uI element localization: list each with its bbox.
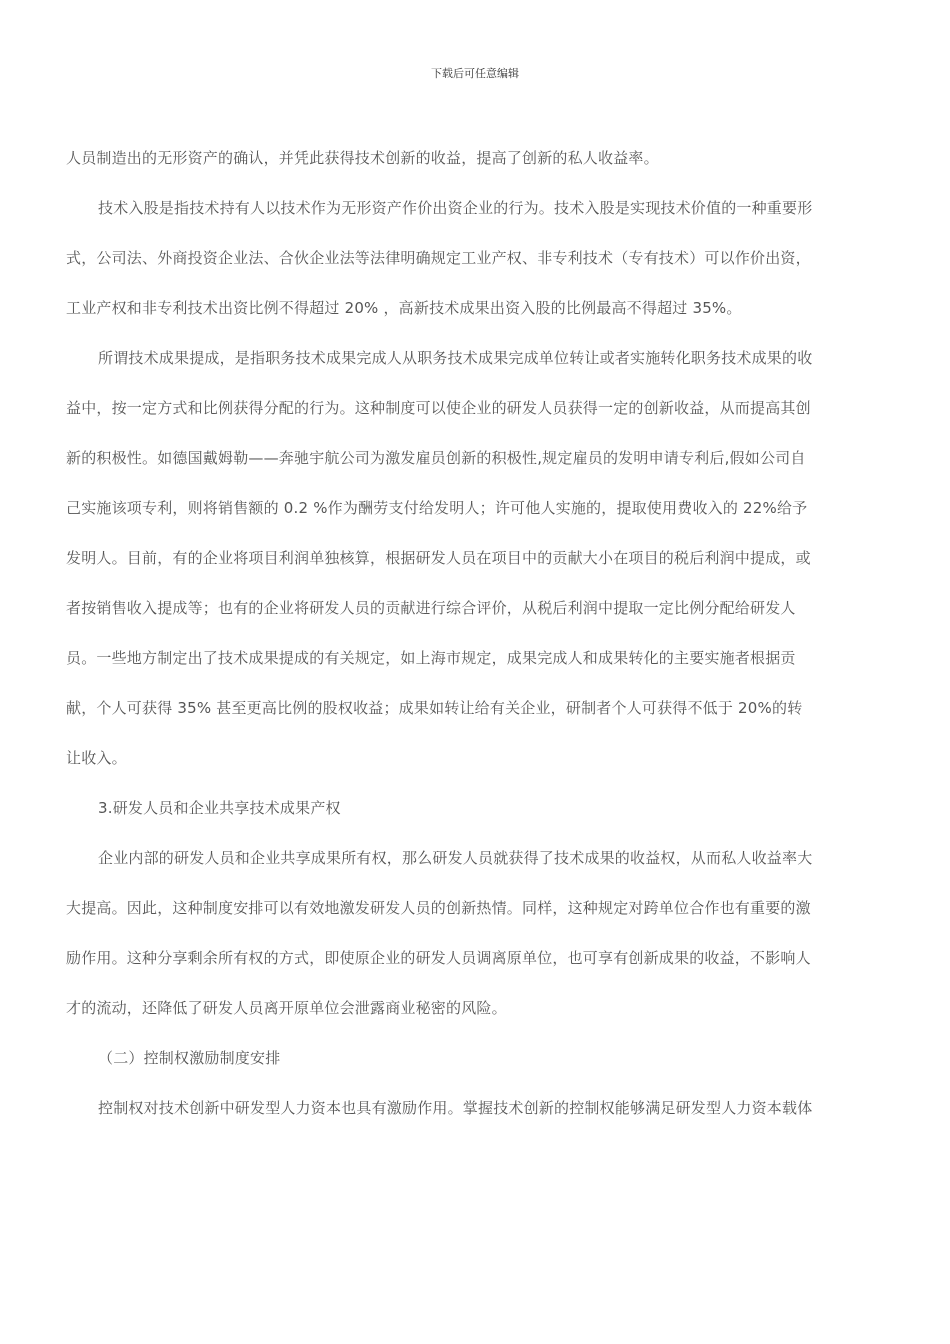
text-line: 企业内部的研发人员和企业共享成果所有权，那么研发人员就获得了技术成果的收益权，从而私人收益率大 [98,849,813,867]
text-line: 新的积极性。如德国戴姆勒——奔驰宇航公司为激发雇员创新的积极性,规定雇员的发明申请专利后,假如公司自 [66,449,806,467]
heading-line: 3.研发人员和企业共享技术成果产权 [98,799,341,817]
text-line: 员。一些地方制定出了技术成果提成的有关规定，如上海市规定，成果完成人和成果转化的主要实施者根据贡 [66,649,796,667]
text-line: 大提高。因此，这种制度安排可以有效地激发研发人员的创新热情。同样，这种规定对跨单位合作也有重要的激 [66,899,811,917]
page-header: 下载后可任意编辑 [431,67,519,80]
text-line: 发明人。目前，有的企业将项目利润单独核算，根据研发人员在项目中的贡献大小在项目的税后利润中提成，或 [66,549,811,567]
text-line: 人员制造出的无形资产的确认，并凭此获得技术创新的收益，提高了创新的私人收益率。 [66,149,659,167]
text-line: 献，个人可获得 35% 甚至更高比例的股权收益；成果如转让给有关企业，研制者个人可获得不低于 20%的转 [66,699,803,717]
text-line: 技术入股是指技术持有人以技术作为无形资产作价出资企业的行为。技术入股是实现技术价值的一种重要形 [98,199,813,217]
text-line: 控制权对技术创新中研发型人力资本也具有激励作用。掌握技术创新的控制权能够满足研发型人力资本载体 [98,1099,813,1117]
paragraph-continuation [66,146,886,171]
text-line: 工业产权和非专利技术出资比例不得超过 20% ，高新技术成果出资入股的比例最高不得超过 35%。 [66,299,742,317]
paragraph-royalty [66,346,886,771]
paragraph-shared-ownership [66,846,886,1021]
text-line: 己实施该项专利，则将销售额的 0.2 %作为酬劳支付给发明人；许可他人实施的，提取使用费收入的 22%给予 [66,499,808,517]
paragraph-control-rights [66,1096,886,1121]
text-line: 所谓技术成果提成，是指职务技术成果完成人从职务技术成果完成单位转让或者实施转化职务技术成果的收 [98,349,813,367]
paragraph-technology-shares [66,196,886,321]
heading-line: （二）控制权激励制度安排 [98,1049,281,1067]
text-line: 式，公司法、外商投资企业法、合伙企业法等法律明确规定工业产权、非专利技术（专有技术）可以作价出资， [66,249,811,267]
section-heading [66,796,886,821]
text-line: 益中，按一定方式和比例获得分配的行为。这种制度可以使企业的研发人员获得一定的创新收益，从而提高其创 [66,399,811,417]
text-line: 才的流动，还降低了研发人员离开原单位会泄露商业秘密的风险。 [66,999,507,1017]
text-line: 者按销售收入提成等；也有的企业将研发人员的贡献进行综合评价，从税后利润中提取一定比例分配给研发人 [66,599,796,617]
text-line: 让收入。 [66,749,127,767]
document-body [66,146,886,1121]
section-heading [66,1046,886,1071]
text-line: 励作用。这种分享剩余所有权的方式，即使原企业的研发人员调离原单位，也可享有创新成果的收益，不影响人 [66,949,811,967]
